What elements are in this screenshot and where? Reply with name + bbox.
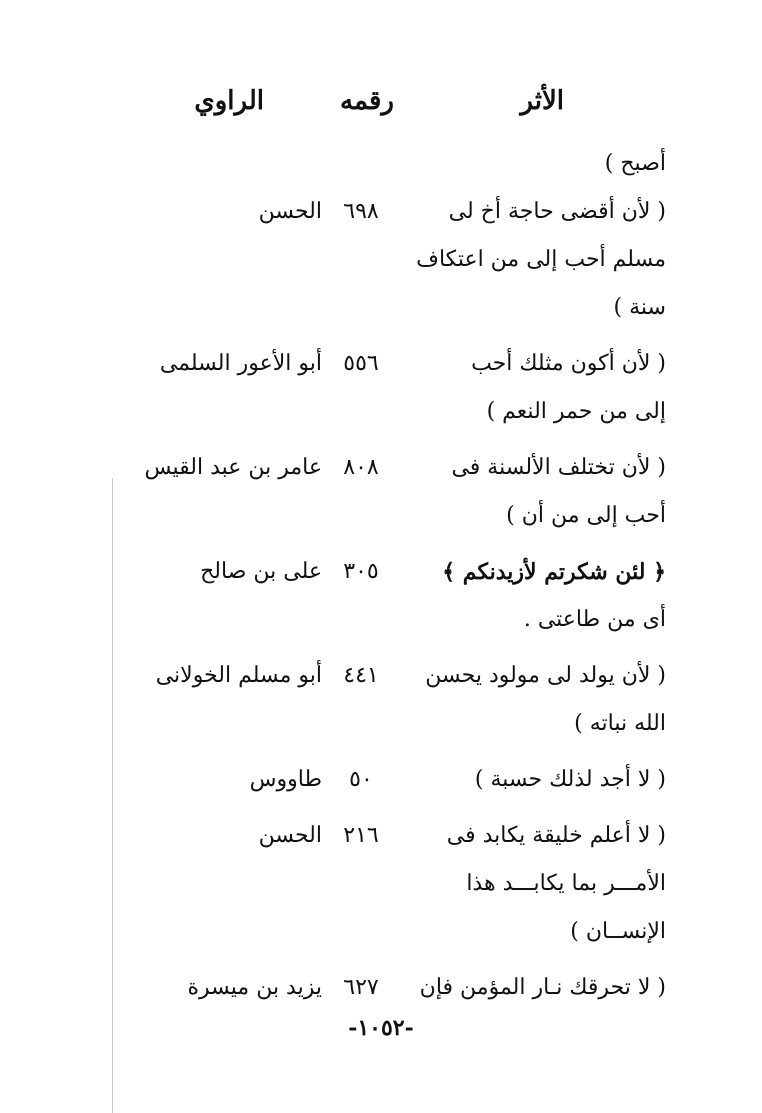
athar-number: ٦٩٨ bbox=[343, 199, 379, 224]
header-raqm: رقمه bbox=[340, 86, 394, 116]
list-item bbox=[0, 140, 762, 188]
athar-line: ( لأن تختلف الألسنة فى bbox=[451, 455, 666, 480]
narrator-name: الحسن bbox=[258, 199, 322, 224]
list-item bbox=[0, 340, 762, 436]
entry-spacer bbox=[0, 436, 762, 444]
athar-text bbox=[392, 188, 666, 332]
athar-line: سنة ) bbox=[613, 295, 666, 320]
athar-text bbox=[392, 340, 666, 436]
athar-line: أصبح ) bbox=[604, 151, 666, 176]
list-item bbox=[0, 964, 762, 1012]
athar-text bbox=[392, 756, 666, 804]
list-item bbox=[0, 756, 762, 804]
athar-line: ( لأن أقضى حاجة أخ لى bbox=[448, 199, 666, 224]
narrator-name: أبو الأعور السلمى bbox=[159, 351, 322, 376]
entry-spacer bbox=[0, 332, 762, 340]
athar-line: ( لا تحرقك نـار المؤمن فإن bbox=[419, 975, 666, 1000]
athar-line: إلى من حمر النعم ) bbox=[486, 399, 666, 424]
athar-text bbox=[392, 812, 666, 956]
entry-spacer bbox=[0, 804, 762, 812]
narrator-name: أبو مسلم الخولانى bbox=[155, 663, 322, 688]
list-item bbox=[0, 812, 762, 956]
page-number: -١٠٥٢- bbox=[348, 1015, 414, 1041]
athar-line: الأمـــر بما يكابـــد هذا bbox=[466, 871, 666, 896]
athar-line: ( لا أجد لذلك حسبة ) bbox=[474, 767, 666, 792]
athar-line: ( لأن أكون مثلك أحب bbox=[471, 351, 666, 376]
table-header bbox=[0, 86, 762, 126]
athar-text bbox=[392, 548, 666, 644]
athar-line: مسلم أحب إلى من اعتكاف bbox=[416, 247, 666, 272]
athar-line: أحب إلى من أن ) bbox=[506, 503, 666, 528]
header-athar: الأثر bbox=[520, 86, 564, 116]
narrator-name: يزيد بن ميسرة bbox=[187, 975, 322, 1000]
entry-spacer bbox=[0, 748, 762, 756]
athar-number: ٥٠ bbox=[349, 767, 373, 792]
athar-line: الله نباته ) bbox=[574, 711, 666, 736]
entry-spacer bbox=[0, 644, 762, 652]
athar-text bbox=[392, 444, 666, 540]
athar-number: ٣٠٥ bbox=[343, 559, 379, 584]
narrator-name: طاووس bbox=[249, 767, 322, 792]
list-item bbox=[0, 548, 762, 644]
athar-text bbox=[392, 140, 666, 188]
entry-spacer bbox=[0, 540, 762, 548]
athar-line: ﴿ لئن شكرتم لأزيدنكم ﴾ bbox=[442, 559, 666, 585]
athar-number: ٥٥٦ bbox=[343, 351, 379, 376]
athar-text bbox=[392, 652, 666, 748]
header-rawi: الراوي bbox=[194, 86, 264, 116]
entry-spacer bbox=[0, 956, 762, 964]
athar-line: ( لا أعلم خليقة يكابد فى bbox=[446, 823, 666, 848]
narrator-name: عامر بن عبد القيس bbox=[144, 455, 322, 480]
entries-list bbox=[0, 140, 762, 1012]
list-item bbox=[0, 444, 762, 540]
athar-number: ٤٤١ bbox=[343, 663, 379, 688]
athar-line: الإنســان ) bbox=[570, 919, 666, 944]
list-item bbox=[0, 188, 762, 332]
list-item bbox=[0, 652, 762, 748]
narrator-name: الحسن bbox=[258, 823, 322, 848]
athar-text bbox=[392, 964, 666, 1012]
athar-number: ٢١٦ bbox=[343, 823, 379, 848]
athar-number: ٨٠٨ bbox=[343, 455, 379, 480]
athar-line: أى من طاعتى . bbox=[523, 607, 666, 632]
athar-line: ( لأن يولد لى مولود يحسن bbox=[425, 663, 666, 688]
athar-number: ٦٢٧ bbox=[343, 975, 379, 1000]
narrator-name: على بن صالح bbox=[200, 559, 322, 584]
